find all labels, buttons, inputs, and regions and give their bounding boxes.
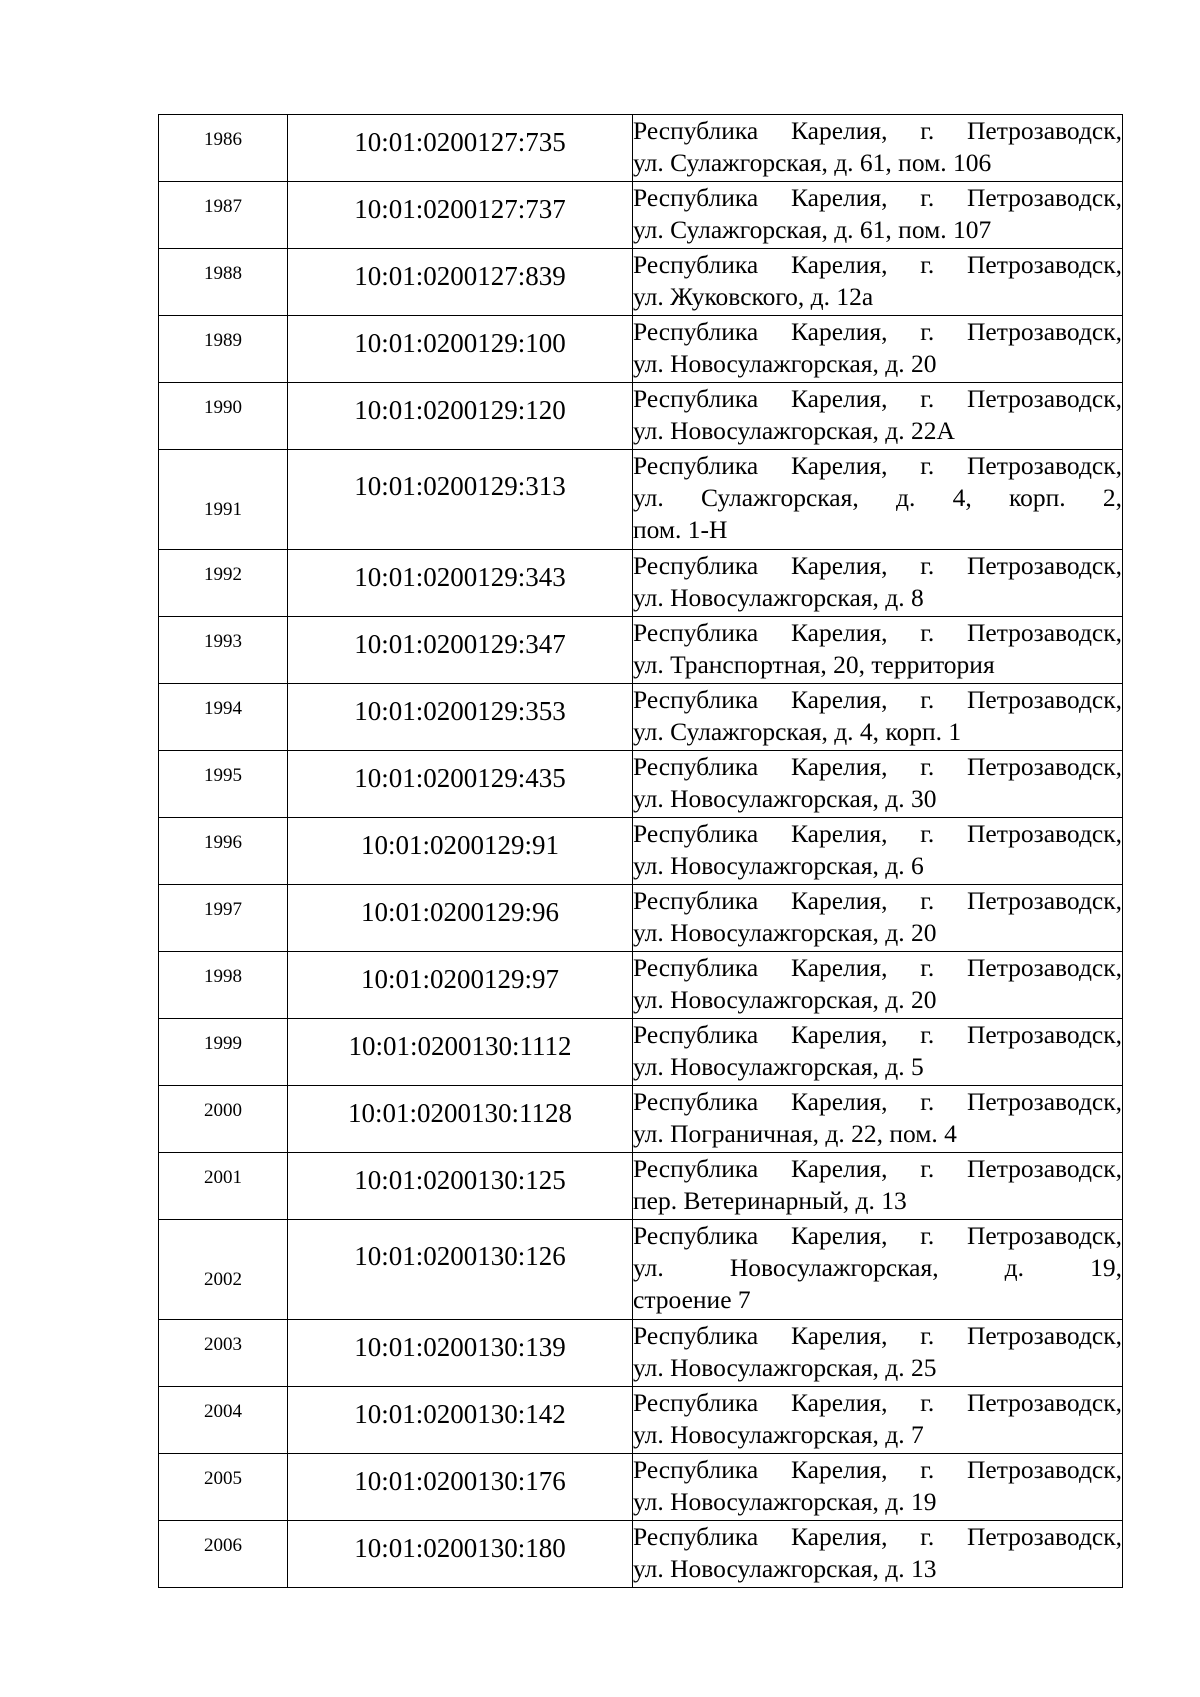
row-number: 2003 xyxy=(204,1334,242,1355)
cadastral-number-cell xyxy=(288,818,633,885)
row-number-cell xyxy=(159,885,288,952)
table-row xyxy=(159,617,1123,684)
cadastral-number-cell xyxy=(288,952,633,1019)
address-cell xyxy=(633,952,1123,1019)
address-cell xyxy=(633,1019,1123,1086)
cadastral-number: 10:01:0200129:96 xyxy=(360,896,559,927)
address-cell xyxy=(633,1220,1123,1320)
address-line: Республика Карелия, г. Петрозаводск, xyxy=(633,886,1122,915)
address-line: строение 7 xyxy=(633,1285,751,1314)
address-line: Республика Карелия, г. Петрозаводск, xyxy=(633,451,1122,480)
address-line: ул. Транспортная, 20, территория xyxy=(633,650,995,679)
table-row xyxy=(159,316,1123,383)
address-cell xyxy=(633,1153,1123,1220)
address-cell xyxy=(633,818,1123,885)
row-number-cell xyxy=(159,1387,288,1454)
address-line: ул. Новосулажгорская, д. 7 xyxy=(633,1420,924,1449)
row-number: 1998 xyxy=(204,966,242,987)
table-row xyxy=(159,115,1123,182)
table-row xyxy=(159,1086,1123,1153)
address-line: Республика Карелия, г. Петрозаводск, xyxy=(633,819,1122,848)
row-number: 2001 xyxy=(204,1167,242,1188)
address-cell xyxy=(633,1086,1123,1153)
cadastral-number-cell xyxy=(288,1019,633,1086)
address-line: пер. Ветеринарный, д. 13 xyxy=(633,1186,907,1215)
address-line: ул. Новосулажгорская, д. 8 xyxy=(633,583,924,612)
table-row xyxy=(159,1019,1123,1086)
cadastral-number: 10:01:0200130:142 xyxy=(354,1398,566,1429)
row-number-cell xyxy=(159,182,288,249)
address-cell xyxy=(633,450,1123,550)
row-number: 2005 xyxy=(204,1468,242,1489)
row-number: 1989 xyxy=(204,330,242,351)
address-line: ул. Сулажгорская, д. 61, пом. 107 xyxy=(633,215,992,244)
address-line: ул. Новосулажгорская, д. 5 xyxy=(633,1052,924,1081)
address-line: ул. Новосулажгорская, д. 22А xyxy=(633,416,955,445)
row-number-cell xyxy=(159,818,288,885)
address-line: ул. Новосулажгорская, д. 6 xyxy=(633,851,924,880)
row-number: 1992 xyxy=(204,564,242,585)
cadastral-number: 10:01:0200130:125 xyxy=(354,1164,566,1195)
cadastral-number: 10:01:0200127:839 xyxy=(354,260,566,291)
address-line: Республика Карелия, г. Петрозаводск, xyxy=(633,1455,1122,1484)
table-row xyxy=(159,1521,1123,1588)
cadastral-number: 10:01:0200129:347 xyxy=(354,628,566,659)
address-line: ул. Новосулажгорская, д. 20 xyxy=(633,985,937,1014)
address-line: Республика Карелия, г. Петрозаводск, xyxy=(633,1321,1122,1350)
row-number: 2002 xyxy=(204,1268,242,1290)
table-row xyxy=(159,1220,1123,1320)
address-line: ул. Сулажгорская, д. 4, корп. 2, xyxy=(633,483,1122,512)
table-row xyxy=(159,684,1123,751)
cadastral-number: 10:01:0200130:126 xyxy=(354,1241,566,1271)
row-number-cell xyxy=(159,1521,288,1588)
row-number: 1993 xyxy=(204,631,242,652)
address-line: Республика Карелия, г. Петрозаводск, xyxy=(633,551,1122,580)
table-row xyxy=(159,818,1123,885)
address-cell xyxy=(633,550,1123,617)
address-line: Республика Карелия, г. Петрозаводск, xyxy=(633,1154,1122,1183)
row-number-cell xyxy=(159,617,288,684)
row-number-cell xyxy=(159,115,288,182)
address-cell xyxy=(633,182,1123,249)
table-row xyxy=(159,550,1123,617)
address-cell xyxy=(633,249,1123,316)
address-line: Республика Карелия, г. Петрозаводск, xyxy=(633,953,1122,982)
cadastral-number: 10:01:0200130:1128 xyxy=(347,1097,572,1128)
cadastral-number: 10:01:0200127:737 xyxy=(354,193,566,224)
cadastral-number: 10:01:0200129:120 xyxy=(354,394,566,425)
cadastral-number: 10:01:0200130:180 xyxy=(354,1532,566,1563)
row-number: 1986 xyxy=(204,129,242,150)
table-row xyxy=(159,383,1123,450)
address-line: Республика Карелия, г. Петрозаводск, xyxy=(633,1020,1122,1049)
table-row xyxy=(159,952,1123,1019)
address-line: ул. Новосулажгорская, д. 19, xyxy=(633,1253,1122,1282)
address-line: ул. Сулажгорская, д. 61, пом. 106 xyxy=(633,148,992,177)
cadastral-number: 10:01:0200129:91 xyxy=(360,829,559,860)
row-number: 2006 xyxy=(204,1535,242,1556)
address-line: Республика Карелия, г. Петрозаводск, xyxy=(633,384,1122,413)
address-line: Республика Карелия, г. Петрозаводск, xyxy=(633,618,1122,647)
cadastral-number-cell xyxy=(288,1153,633,1220)
cadastral-number-cell xyxy=(288,1220,633,1320)
cadastral-number: 10:01:0200127:735 xyxy=(354,126,566,157)
address-line: Республика Карелия, г. Петрозаводск, xyxy=(633,116,1122,145)
row-number-cell xyxy=(159,550,288,617)
address-line: ул. Пограничная, д. 22, пом. 4 xyxy=(633,1119,957,1148)
cadastral-number-cell xyxy=(288,182,633,249)
cadastral-number: 10:01:0200129:435 xyxy=(354,762,566,793)
row-number: 1996 xyxy=(204,832,242,853)
row-number-cell xyxy=(159,450,288,550)
cadastral-number: 10:01:0200129:313 xyxy=(354,471,566,501)
cadastral-registry-table xyxy=(158,114,1123,1588)
address-line: Республика Карелия, г. Петрозаводск, xyxy=(633,317,1122,346)
row-number-cell xyxy=(159,684,288,751)
cadastral-number: 10:01:0200130:139 xyxy=(354,1331,566,1362)
address-line: ул. Новосулажгорская, д. 20 xyxy=(633,918,937,947)
row-number: 1999 xyxy=(204,1033,242,1054)
row-number-cell xyxy=(159,1153,288,1220)
row-number-cell xyxy=(159,1220,288,1320)
address-cell xyxy=(633,383,1123,450)
address-line: ул. Новосулажгорская, д. 19 xyxy=(633,1487,937,1516)
row-number-cell xyxy=(159,249,288,316)
table-row xyxy=(159,1320,1123,1387)
row-number: 2000 xyxy=(204,1100,242,1121)
address-cell xyxy=(633,617,1123,684)
address-line: Республика Карелия, г. Петрозаводск, xyxy=(633,685,1122,714)
address-line: Республика Карелия, г. Петрозаводск, xyxy=(633,250,1122,279)
cadastral-number: 10:01:0200129:353 xyxy=(354,695,566,726)
address-line: ул. Сулажгорская, д. 4, корп. 1 xyxy=(633,717,962,746)
address-line: ул. Новосулажгорская, д. 20 xyxy=(633,349,937,378)
row-number: 1990 xyxy=(204,397,242,418)
address-cell xyxy=(633,1454,1123,1521)
cadastral-number-cell xyxy=(288,383,633,450)
row-number: 1997 xyxy=(204,899,242,920)
cadastral-number-cell xyxy=(288,1086,633,1153)
cadastral-number-cell xyxy=(288,1521,633,1588)
row-number-cell xyxy=(159,751,288,818)
address-cell xyxy=(633,1387,1123,1454)
cadastral-number: 10:01:0200129:97 xyxy=(360,963,559,994)
address-cell xyxy=(633,684,1123,751)
row-number-cell xyxy=(159,952,288,1019)
table-row xyxy=(159,885,1123,952)
registry-table-body xyxy=(159,115,1123,1588)
cadastral-number-cell xyxy=(288,450,633,550)
row-number-cell xyxy=(159,316,288,383)
table-row xyxy=(159,182,1123,249)
address-line: Республика Карелия, г. Петрозаводск, xyxy=(633,1087,1122,1116)
address-line: ул. Новосулажгорская, д. 30 xyxy=(633,784,937,813)
table-row xyxy=(159,249,1123,316)
cadastral-number-cell xyxy=(288,1454,633,1521)
row-number: 1994 xyxy=(204,698,242,719)
address-cell xyxy=(633,316,1123,383)
cadastral-number-cell xyxy=(288,617,633,684)
cadastral-number-cell xyxy=(288,316,633,383)
cadastral-number: 10:01:0200129:100 xyxy=(354,327,566,358)
address-line: ул. Жуковского, д. 12а xyxy=(633,282,874,311)
row-number: 1988 xyxy=(204,263,242,284)
row-number: 1991 xyxy=(204,498,242,520)
table-row xyxy=(159,450,1123,550)
row-number-cell xyxy=(159,1086,288,1153)
table-row xyxy=(159,1153,1123,1220)
row-number-cell xyxy=(159,1320,288,1387)
cadastral-number-cell xyxy=(288,550,633,617)
cadastral-number: 10:01:0200130:176 xyxy=(354,1465,566,1496)
table-row xyxy=(159,1387,1123,1454)
address-cell xyxy=(633,1521,1123,1588)
cadastral-number-cell xyxy=(288,1387,633,1454)
address-cell xyxy=(633,885,1123,952)
address-line: Республика Карелия, г. Петрозаводск, xyxy=(633,752,1122,781)
row-number: 2004 xyxy=(204,1401,242,1422)
cadastral-number: 10:01:0200130:1112 xyxy=(348,1030,572,1061)
address-line: Республика Карелия, г. Петрозаводск, xyxy=(633,1221,1122,1250)
address-cell xyxy=(633,1320,1123,1387)
address-cell xyxy=(633,751,1123,818)
cadastral-number-cell xyxy=(288,249,633,316)
row-number: 1987 xyxy=(204,196,242,217)
address-line: Республика Карелия, г. Петрозаводск, xyxy=(633,1388,1122,1417)
row-number: 1995 xyxy=(204,765,242,786)
address-line: ул. Новосулажгорская, д. 25 xyxy=(633,1353,937,1382)
row-number-cell xyxy=(159,383,288,450)
address-line: ул. Новосулажгорская, д. 13 xyxy=(633,1554,937,1583)
cadastral-number-cell xyxy=(288,885,633,952)
table-row xyxy=(159,1454,1123,1521)
cadastral-number-cell xyxy=(288,115,633,182)
address-line: Республика Карелия, г. Петрозаводск, xyxy=(633,1522,1122,1551)
cadastral-number: 10:01:0200129:343 xyxy=(354,561,566,592)
address-line: Республика Карелия, г. Петрозаводск, xyxy=(633,183,1122,212)
table-row xyxy=(159,751,1123,818)
cadastral-number-cell xyxy=(288,684,633,751)
row-number-cell xyxy=(159,1019,288,1086)
cadastral-number-cell xyxy=(288,751,633,818)
row-number-cell xyxy=(159,1454,288,1521)
address-line: пом. 1-Н xyxy=(633,515,728,544)
cadastral-number-cell xyxy=(288,1320,633,1387)
address-cell xyxy=(633,115,1123,182)
